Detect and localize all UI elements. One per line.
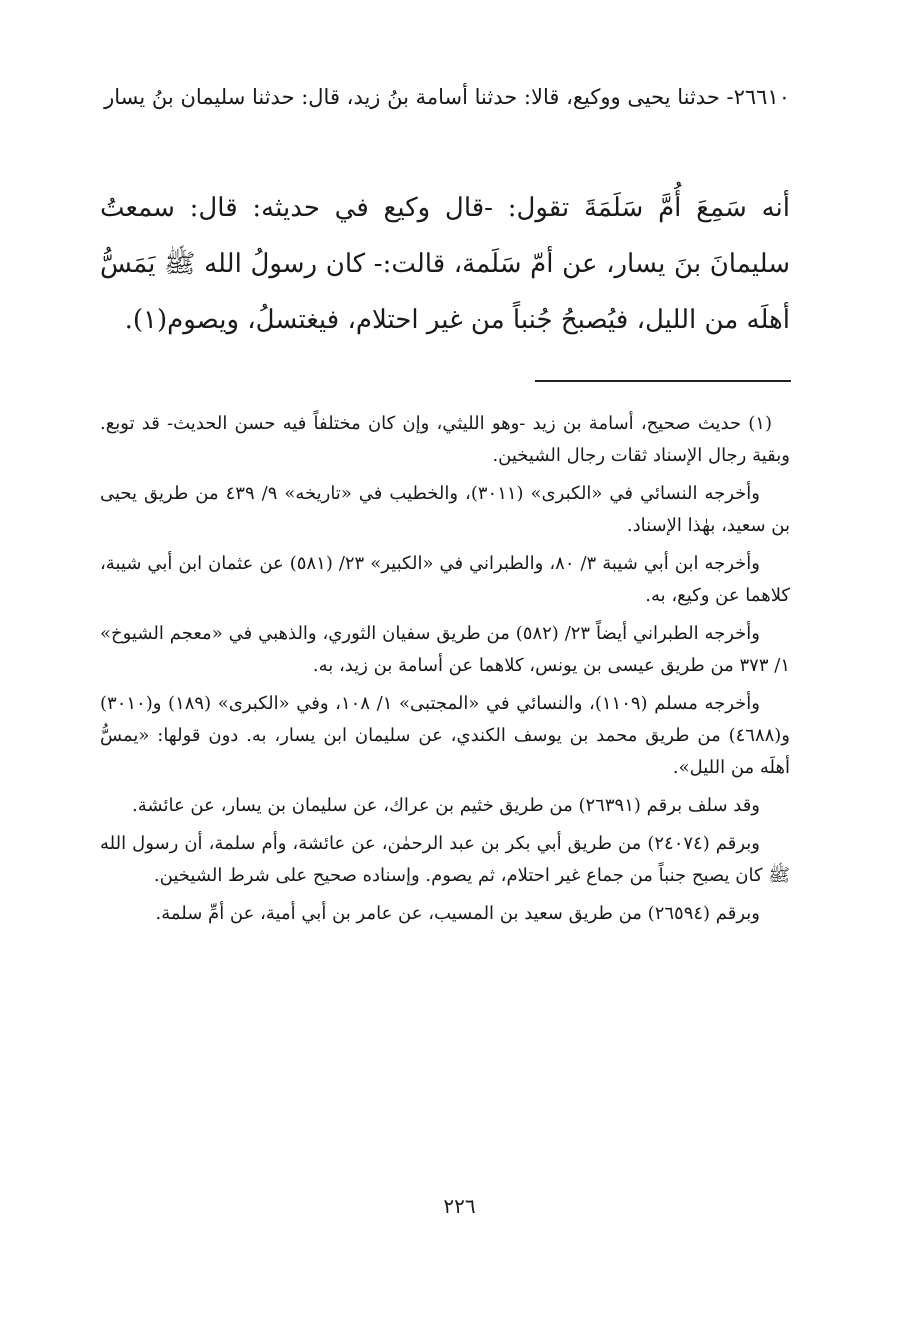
page-number: ٢٢٦ [443, 1194, 476, 1218]
footnote-paragraph: وأخرجه الطبراني أيضاً ٢٣/ (٥٨٢) من طريق سفيان الثوري، والذهبي في «معجم الشيوخ» ١/ ٣٧٣ من طريق عيسى بن يونس، كلاهما عن أسامة بن زيد، به. [100, 623, 790, 676]
footnotes [100, 408, 790, 936]
footnote-paragraph: وأخرجه مسلم (١١٠٩)، والنسائي في «المجتبى» ١/ ١٠٨، وفي «الكبرى» (١٨٩) و(٣٠١٠) و(٤٦٨٨) من طريق محمد بن يوسف الكندي، عن سليمان ابن يسار، به. دون قولها: «يمسُّ أهلَه من الليل». [100, 693, 790, 778]
footnote-separator [535, 380, 791, 382]
footnote-paragraph: وبرقم (٢٤٠٧٤) من طريق أبي بكر بن عبد الرحمٰن، عن عائشة، وأم سلمة، أن رسول الله ﷺ كان يصبح جنباً من جماع غير احتلام، ثم يصوم. وإسناده صحيح على شرط الشيخين. [100, 833, 790, 886]
footnote-paragraph: وقد سلف برقم (٢٦٣٩١) من طريق خثيم بن عراك، عن سليمان بن يسار، عن عائشة. [132, 795, 760, 816]
footnote-paragraph: وأخرجه ابن أبي شيبة ٣/ ٨٠، والطبراني في «الكبير» ٢٣/ (٥٨١) عن عثمان ابن أبي شيبة، كلاهما عن وكيع، به. [100, 553, 790, 606]
footnote-paragraph: وبرقم (٢٦٥٩٤) من طريق سعيد بن المسيب، عن عامر بن أبي أمية، عن أمِّ سلمة. [155, 903, 760, 924]
footnote-paragraph: (١) حديث صحيح، أسامة بن زيد -وهو الليثي، وإن كان مختلفاً فيه حسن الحديث- قد توبع. وبقية رجال الإسناد ثقات رجال الشيخين. [100, 413, 790, 466]
footnote-paragraph: وأخرجه النسائي في «الكبرى» (٣٠١١)، والخطيب في «تاريخه» ٩/ ٤٣٩ من طريق يحيى بن سعيد، بهٰذا الإسناد. [100, 483, 790, 536]
hadith-isnad: ٢٦٦١٠- حدثنا يحيى ووكيع، قالا: حدثنا أسامة بنُ زيد، قال: حدثنا سليمان بنُ يسار [104, 85, 790, 109]
hadith-matn: أنه سَمِعَ أُمَّ سَلَمَةَ تقول: -قال وكيع في حديثه: قال: سمعتُ سليمانَ بنَ يسار، عن أمّ سَلَمة، قالت:- كان رسولُ الله ﷺ يَمَسُّ أهلَه من الليل، فيُصبحُ جُنباً من غير احتلام، فيغتسلُ، ويصوم(١). [100, 193, 790, 335]
